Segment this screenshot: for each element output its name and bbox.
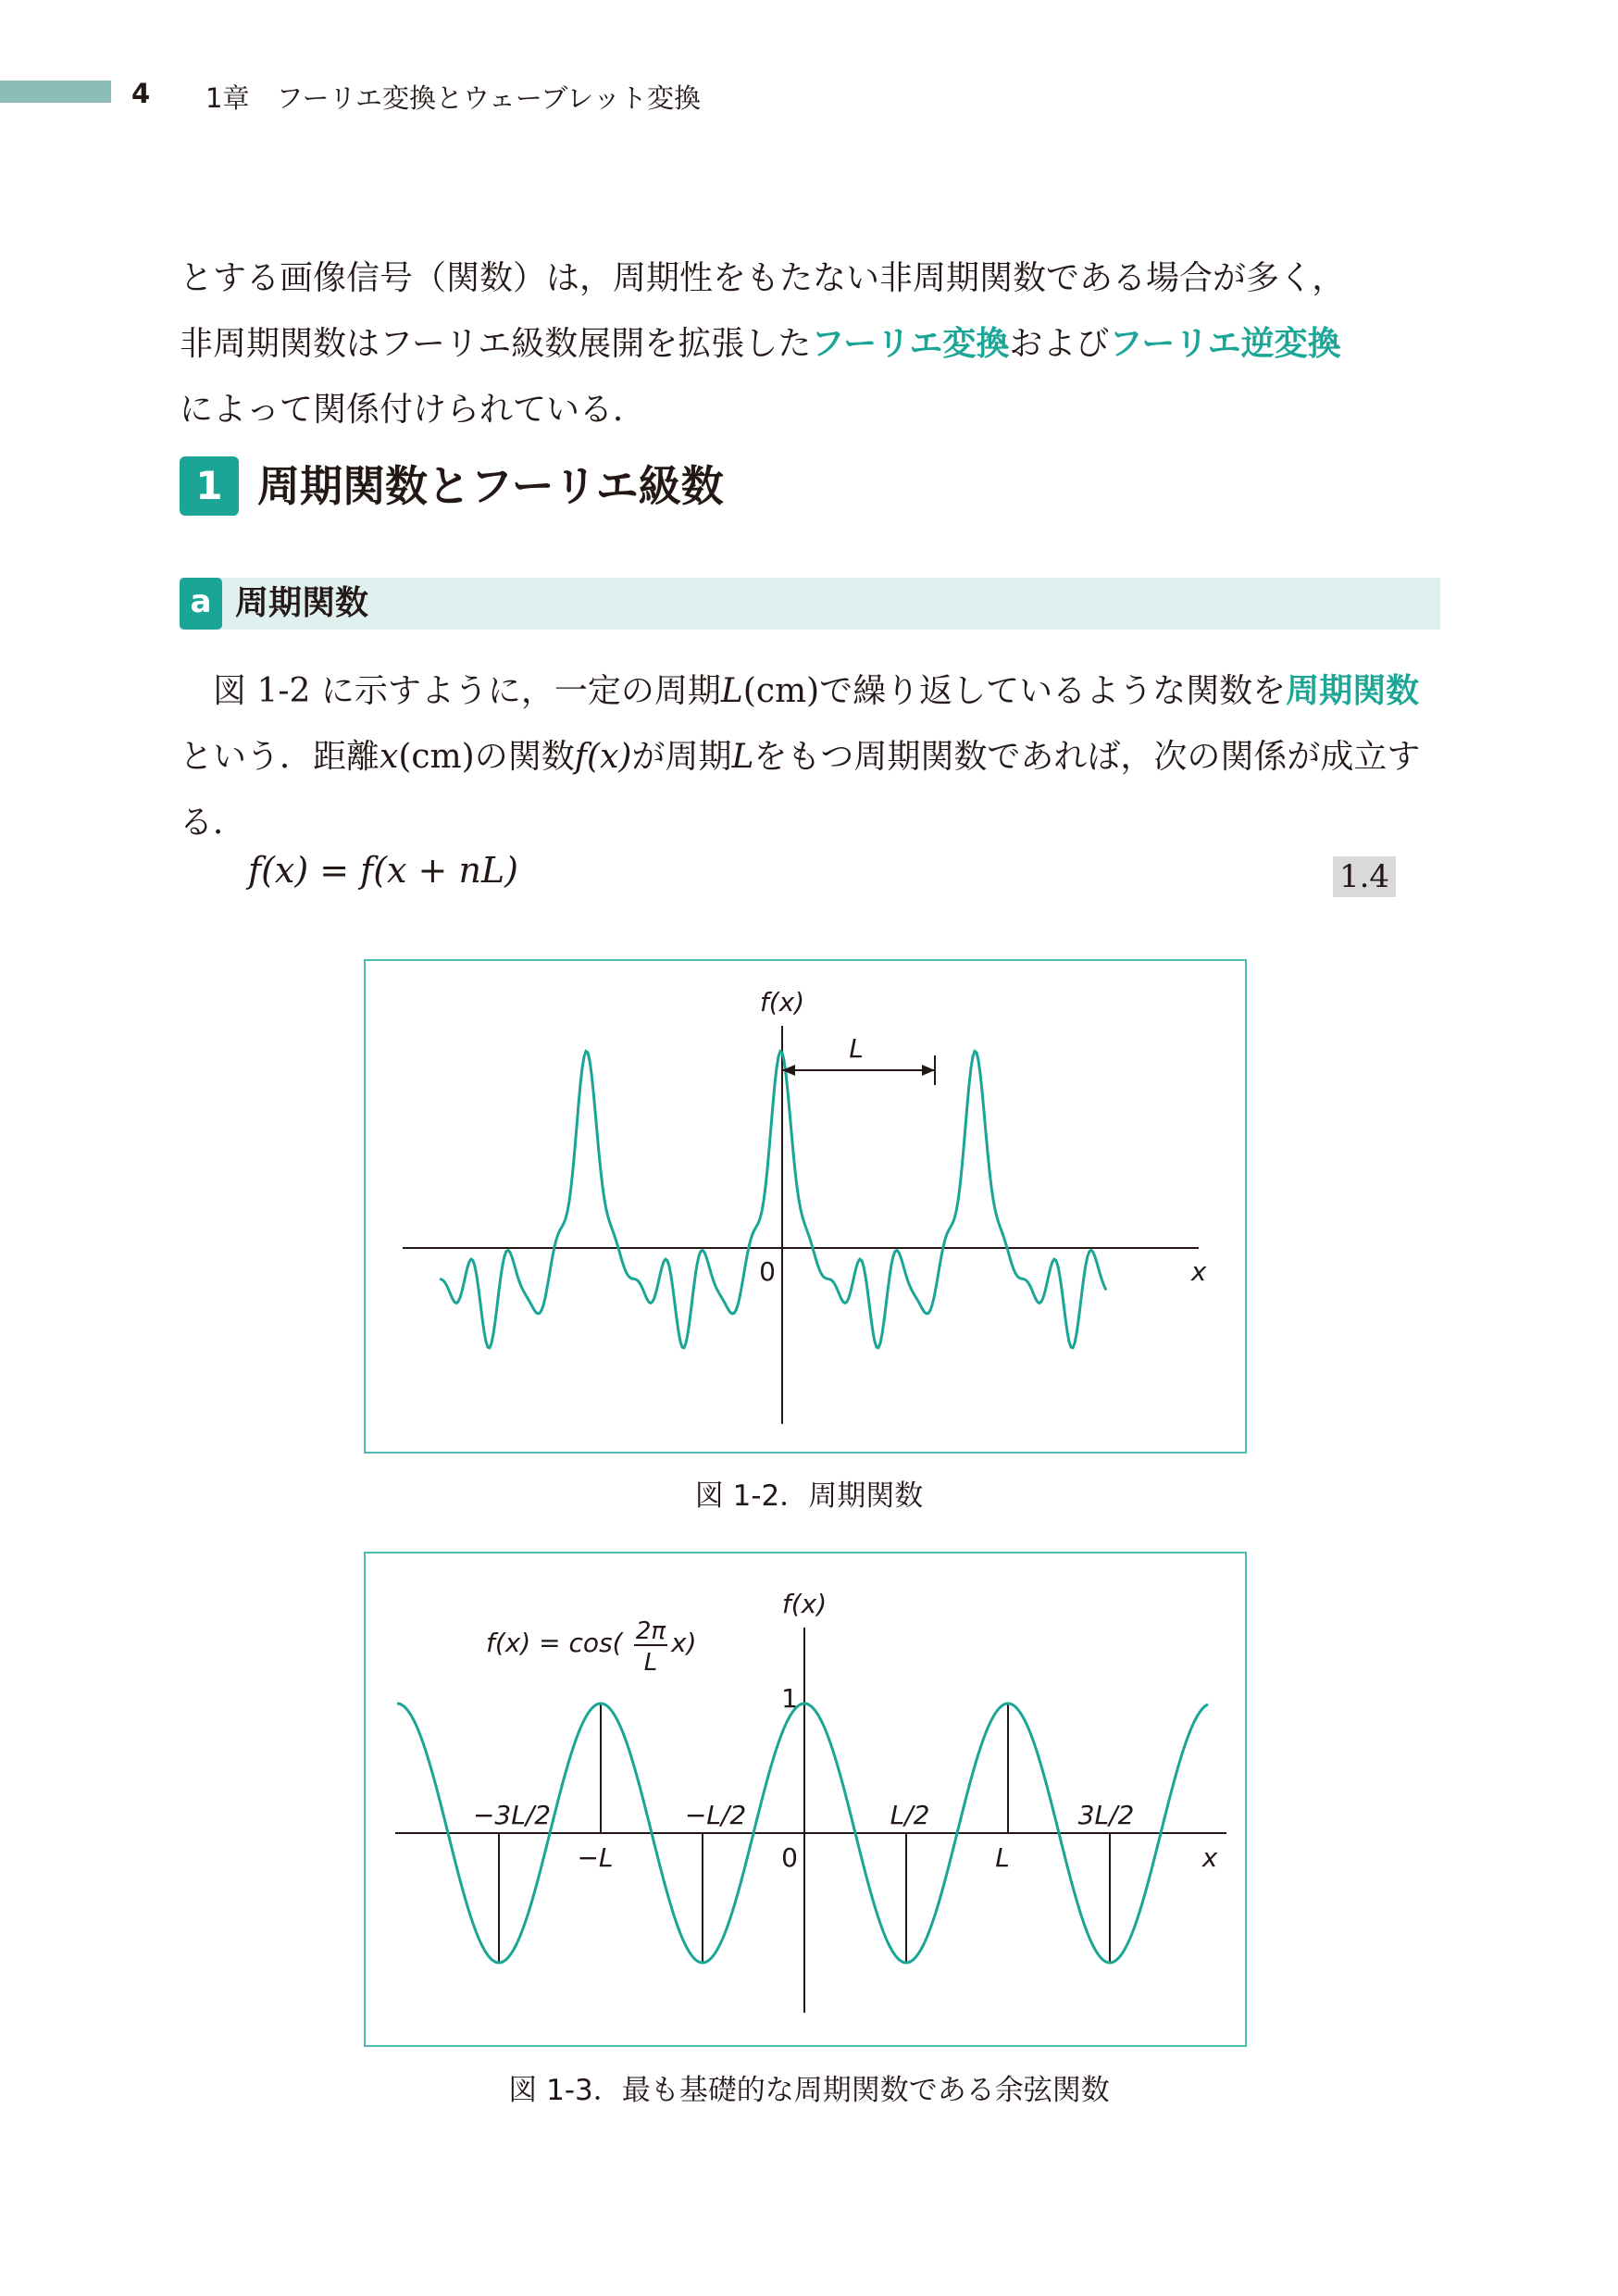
body-text-1: 図 1-2 に示すように，一定の周期 [213, 672, 721, 710]
fig1-origin-label: 0 [759, 1256, 776, 1287]
fig2-label-3L-2: 3L/2 [1077, 1800, 1135, 1830]
section-number-badge: 1 [180, 456, 239, 516]
figure-1-3-caption: 図 1-3．最も基礎的な周期関数である余弦関数 [508, 2074, 1110, 2107]
figure-1-3 [364, 1552, 1247, 2047]
body-text-3: という．距離 [180, 738, 380, 776]
var-L-2: L [731, 738, 754, 776]
header-accent-bar [0, 81, 111, 103]
intro-line-1: とする画像信号（関数）は，周期性をもたない非周期関数である場合が多く， [180, 259, 1346, 297]
fig2-label-minus-3L-2: −3L/2 [472, 1800, 552, 1830]
intro-line-2b: および [1009, 325, 1110, 363]
term-inverse-fourier-transform: フーリエ逆変換 [1109, 325, 1341, 363]
intro-line-3: によって関係付けられている． [180, 391, 647, 429]
fig2-formula-denominator: L [643, 1649, 658, 1677]
body-text-5: が周期 [631, 738, 732, 776]
subsection-label-badge: a [180, 578, 222, 630]
page-number: 4 [131, 78, 151, 109]
term-fourier-transform: フーリエ変換 [811, 325, 1010, 363]
fig2-formula-numerator: 2π [635, 1617, 666, 1645]
var-x: x [380, 738, 399, 776]
fig1-arrowhead-right [922, 1065, 935, 1076]
fig2-formula-rhs: x) [671, 1628, 697, 1658]
body-text-4: (cm)の関数 [398, 738, 575, 776]
equation-1-4: f(x) = f(x + nL) [248, 850, 518, 891]
fig2-label-minus-L-2: −L/2 [684, 1800, 747, 1830]
fig1-x-label: x [1190, 1256, 1207, 1287]
fig2-label-minus-L: −L [577, 1842, 614, 1873]
figure-1-2-plot [366, 961, 1245, 1452]
body-text-2: (cm)で繰り返しているような関数を [742, 672, 1287, 710]
subsection-title: 周期関数 [235, 584, 369, 622]
intro-paragraph [180, 245, 1440, 443]
fig2-origin-label: 0 [781, 1842, 798, 1873]
intro-line-2a: 非周期関数はフーリエ級数展開を拡張した [180, 325, 812, 363]
section-title: 周期関数とフーリエ級数 [257, 461, 724, 511]
term-periodic-function: 周期関数 [1286, 672, 1420, 710]
fig1-periodic-curve [440, 1052, 1106, 1348]
fig2-label-L: L [995, 1842, 1010, 1873]
fig2-y-tick-1: 1 [781, 1683, 798, 1714]
figure-1-2-caption: 図 1-2．周期関数 [694, 1479, 924, 1513]
subsection-heading [180, 578, 1440, 630]
fig1-y-label: f(x) [759, 987, 805, 1017]
figure-1-3-plot [366, 1554, 1245, 2044]
fig2-formula-lhs: f(x) = cos( [486, 1628, 623, 1658]
running-head: 1章 フーリエ変換とウェーブレット変換 [205, 82, 701, 114]
figure-1-2 [364, 959, 1247, 1454]
fig2-y-label: f(x) [781, 1589, 828, 1619]
fig2-x-label: x [1201, 1842, 1218, 1873]
fig2-label-L-2: L/2 [890, 1800, 930, 1830]
var-L: L [720, 672, 743, 710]
body-text-6: をもつ周期関数であれば，次の関係が成立する． [180, 738, 1421, 842]
var-fx: f(x) [574, 738, 632, 776]
fig1-period-label: L [849, 1033, 864, 1064]
body-paragraph [180, 658, 1440, 855]
equation-number: 1.4 [1333, 856, 1396, 897]
